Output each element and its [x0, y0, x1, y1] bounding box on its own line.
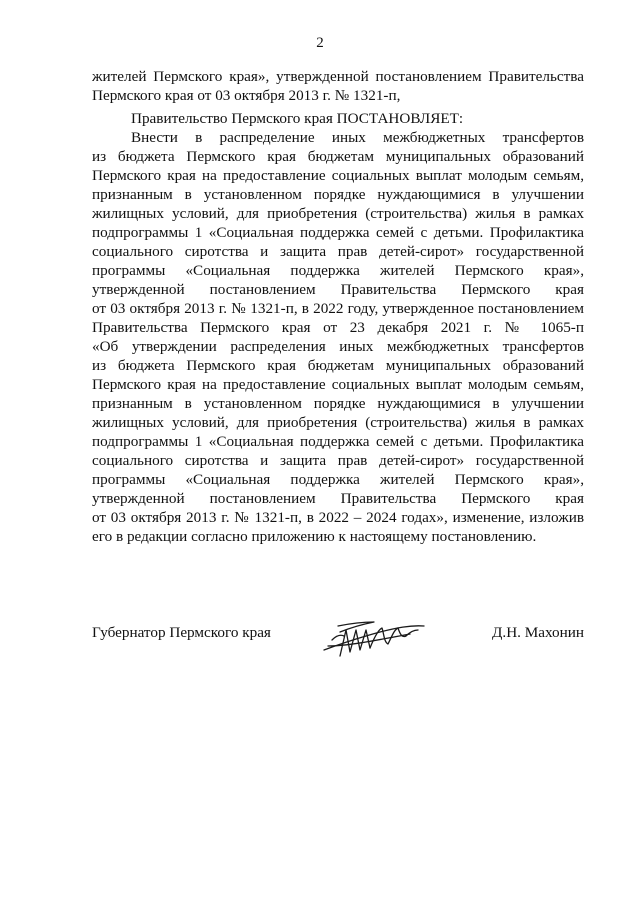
signatory-name: Д.Н. Махонин — [492, 624, 584, 641]
text-line: от 03 октября 2013 г. № 1321-п, в 2022 – 2024 годах», изменение, изложив — [92, 509, 584, 526]
text-line: жителей Пермского края», утвержденной постановлением Правительства — [92, 68, 584, 85]
text-line: признанным в установленном порядке нуждающимися в улучшении — [92, 186, 584, 203]
text-line: программы «Социальная поддержка жителей Пермского края», — [92, 262, 584, 279]
text-line: из бюджета Пермского края бюджетам муниципальных образований — [92, 148, 584, 165]
text-line: признанным в установленном порядке нуждающимися в улучшении — [92, 395, 584, 412]
text-line: от 03 октября 2013 г. № 1321-п, в 2022 году, утвержденное постановлением — [92, 300, 584, 317]
text-line: Пермского края на предоставление социальных выплат молодым семьям, — [92, 376, 584, 393]
signatory-title: Губернатор Пермского края — [92, 624, 271, 641]
text-line: Пермского края от 03 октября 2013 г. № 1321-п, — [92, 87, 401, 104]
text-line: Внести в распределение иных межбюджетных трансфертов — [131, 129, 584, 146]
text-line: из бюджета Пермского края бюджетам муниципальных образований — [92, 357, 584, 374]
text-line: жилищных условий, для приобретения (строительства) жилья в рамках — [92, 205, 584, 222]
text-line: программы «Социальная поддержка жителей Пермского края», — [92, 471, 584, 488]
text-line: социального сиротства и защита прав детей-сирот» государственной — [92, 243, 584, 260]
text-line: Правительство Пермского края ПОСТАНОВЛЯЕТ: — [131, 110, 464, 127]
handwritten-signature — [318, 616, 430, 660]
text-line: «Об утверждении распределения иных межбюджетных трансфертов — [92, 338, 584, 355]
text-line: утвержденной постановлением Правительства Пермского края — [92, 490, 584, 507]
text-line: Правительства Пермского края от 23 декабря 2021 г. № 1065-п — [92, 319, 584, 336]
text-line: подпрограммы 1 «Социальная поддержка семей с детьми. Профилактика — [92, 433, 584, 450]
text-line: утвержденной постановлением Правительства Пермского края — [92, 281, 584, 298]
text-line: жилищных условий, для приобретения (строительства) жилья в рамках — [92, 414, 584, 431]
text-line: социального сиротства и защита прав детей-сирот» государственной — [92, 452, 584, 469]
text-line: Пермского края на предоставление социальных выплат молодым семьям, — [92, 167, 584, 184]
page-number: 2 — [316, 35, 324, 51]
text-line: его в редакции согласно приложению к настоящему постановлению. — [92, 528, 537, 545]
text-line: подпрограммы 1 «Социальная поддержка семей с детьми. Профилактика — [92, 224, 584, 241]
signature-block — [92, 616, 584, 666]
